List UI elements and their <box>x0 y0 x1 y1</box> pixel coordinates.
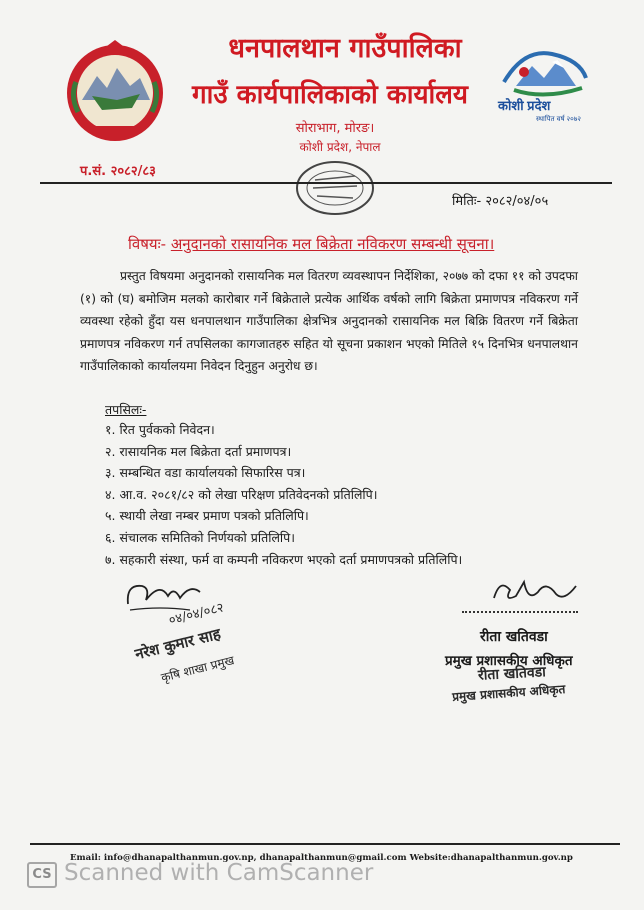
footer-contact: Email: info@dhanapalthanmun.gov.np, dhanapalthanmun@gmail.com Website:dhanapalthanmun.gov.np <box>70 853 573 863</box>
footer-divider <box>30 843 620 845</box>
list-item: ६. संचालक समितिको निर्णयको प्रतिलिपि। <box>105 529 295 545</box>
list-item: ४. आ.व. २०८१/८२ को लेखा परिक्षण प्रतिवेदनको प्रतिलिपि। <box>105 486 378 502</box>
camscanner-icon: CS <box>27 862 57 888</box>
list-item: ३. सम्बन्धित वडा कार्यालयको सिफारिस पत्र। <box>105 465 306 481</box>
nepal-emblem-icon <box>62 38 168 144</box>
officer-stamp-name: रीता खतिवडा <box>477 664 547 684</box>
signature-dotted-line <box>462 611 578 613</box>
camscanner-watermark: Scanned with CamScanner <box>64 860 374 886</box>
header-divider <box>40 182 612 184</box>
subject-label: विषयः- <box>128 235 167 253</box>
right-signature-scribble-icon <box>490 572 586 612</box>
notice-paragraph: प्रस्तुत विषयमा अनुदानको रासायनिक मल वितरण व्यवस्थापन निर्देशिका, २०७७ को दफा ११ को उपदफा (१) को (घ) बमोजिम मलको कारोबार गर्ने बिक्रेताले प्रत्येक आर्थिक वर्षको लागि बिक्रेता प्रमाणपत्र नविकरण गर्ने व्यवस्था रहेको हुँदा यस धनपालथान गाउँपालिका क्षेत्रभित्र अनुदानको रासायनिक मल बिक्रि वितरण गर्ने बिक्रेता प्रमाणपत्र नविकरण गर्न तपसिलका कागजातहरु सहित यो सूचना प्रकाशन भएको मितिले १५ दिनभित्र धनपालथान गाउँपालिकाको कार्यालयमा निवेदन दिनुहुन अनुरोध छ। <box>80 269 578 373</box>
reference-number: प.सं. २०८२/८३ <box>80 164 156 179</box>
list-heading: तपसिलः- <box>105 402 147 417</box>
document-date: मितिः- २०८२/०४/०५ <box>452 194 549 209</box>
left-signature-designation: कृषि शाखा प्रमुख <box>159 653 236 685</box>
subject-line <box>128 234 494 254</box>
notice-body <box>80 265 578 378</box>
officer-stamp-designation: प्रमुख प्रशासकीय अधिकृत <box>451 682 566 704</box>
list-item: ५. स्थायी लेखा नम्बर प्रमाण पत्रको प्रतिलिपि। <box>105 508 309 524</box>
requirements-list <box>105 419 462 570</box>
address-line2: कोशी प्रदेश, नेपाल <box>299 140 381 154</box>
right-logo-sub: स्थापित वर्ष २०७२ <box>536 116 582 123</box>
officer-designation: प्रमुख प्रशासकीय अधिकृत <box>445 653 573 669</box>
right-logo-text: कोशी प्रदेश <box>498 98 551 113</box>
list-item: २. रासायनिक मल बिक्रेता दर्ता प्रमाणपत्र। <box>105 443 292 459</box>
left-signature-date: ०४/०४/०८२ <box>167 600 226 629</box>
left-signature-name: नरेश कुमार साह <box>133 624 223 664</box>
address-line1: सोराभाग, मोरङ। <box>295 121 375 136</box>
list-item: ७. सहकारी संस्था, फर्म वा कम्पनी नविकरण भएको दर्ता प्रमाणपत्रको प्रतिलिपि। <box>105 551 463 567</box>
list-item: १. रित पुर्वकको निवेदन। <box>105 422 215 437</box>
koshi-pradesh-logo <box>494 44 596 124</box>
officer-name: रीता खतिवडा <box>480 629 548 645</box>
office-title-line2: गाउँ कार्यपालिकाको कार्यालय <box>192 80 468 110</box>
dispatch-stamp-icon <box>293 158 377 218</box>
subject-text: अनुदानको रासायनिक मल बिक्रेता नविकरण सम्बन्धी सूचना। <box>170 235 495 253</box>
office-title-line1: धनपालथान गाउँपालिका <box>228 33 462 64</box>
